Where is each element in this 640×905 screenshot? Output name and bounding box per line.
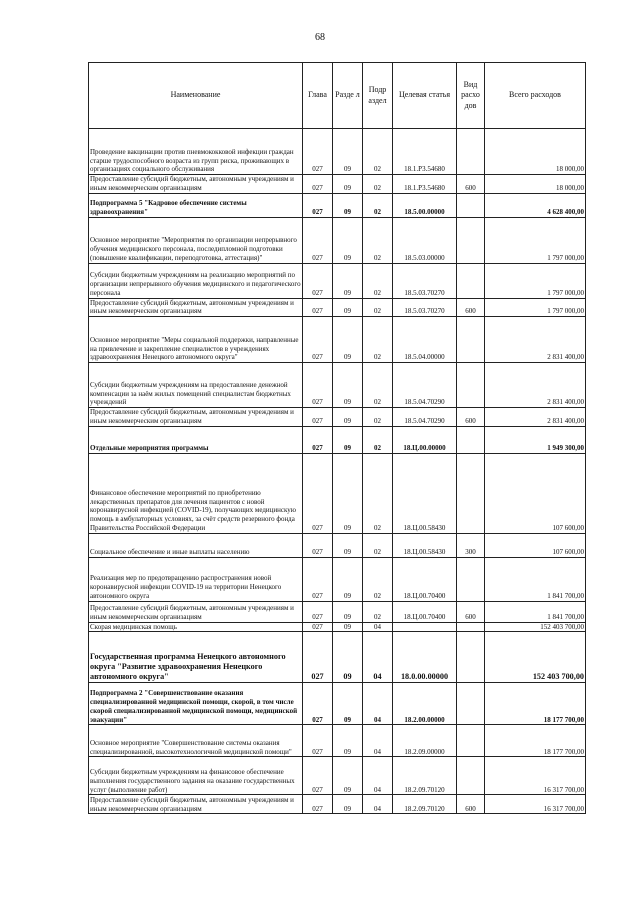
- row-target: 18.5.04.00000: [393, 317, 457, 363]
- table-row: [89, 622, 586, 632]
- row-name: Предоставление субсидий бюджетным, автономным учреждениям и иным некоммерческим организациям: [89, 298, 303, 317]
- row-podrazdel: 02: [363, 363, 393, 408]
- header-row: [89, 63, 586, 129]
- row-razdel: 09: [333, 263, 363, 298]
- row-target: 18.5.03.70270: [393, 263, 457, 298]
- row-target: 18.5.03.00000: [393, 217, 457, 263]
- row-glava: 027: [303, 408, 333, 427]
- table-row: [89, 632, 586, 683]
- row-name: Субсидии бюджетным учреждениям на реализацию мероприятий по организации непрерывного обучения медицинского и педагогического персонала: [89, 263, 303, 298]
- row-glava: 027: [303, 426, 333, 453]
- header-name: Наименование: [89, 63, 303, 129]
- row-total: 18 177 700,00: [485, 683, 586, 725]
- row-podrazdel: 02: [363, 263, 393, 298]
- row-vid: [457, 757, 485, 795]
- row-razdel: 09: [333, 725, 363, 757]
- row-vid: 600: [457, 795, 485, 814]
- row-podrazdel: 04: [363, 632, 393, 683]
- row-vid: [457, 217, 485, 263]
- row-name: Основное мероприятие "Совершенствование системы оказания специализированной, высокотехнологичной медицинской помощи": [89, 725, 303, 757]
- table-row: [89, 193, 586, 217]
- row-podrazdel: 04: [363, 757, 393, 795]
- budget-table: [88, 62, 586, 814]
- row-glava: 027: [303, 217, 333, 263]
- row-razdel: 09: [333, 426, 363, 453]
- row-total: 1 949 300,00: [485, 426, 586, 453]
- header-vid: Вид расхо дов: [457, 63, 485, 129]
- row-razdel: 09: [333, 453, 363, 533]
- row-target: 18.1.Р3.54680: [393, 175, 457, 194]
- row-glava: 027: [303, 725, 333, 757]
- row-razdel: 09: [333, 408, 363, 427]
- row-target: 18.1.Р3.54680: [393, 129, 457, 175]
- row-target: 18.5.04.70290: [393, 408, 457, 427]
- row-vid: 600: [457, 298, 485, 317]
- row-glava: 027: [303, 298, 333, 317]
- row-podrazdel: 02: [363, 129, 393, 175]
- table-body: [89, 129, 586, 814]
- row-total: 16 317 700,00: [485, 757, 586, 795]
- row-target: 18.Ц.00.58430: [393, 453, 457, 533]
- row-total: 107 600,00: [485, 533, 586, 557]
- row-podrazdel: 02: [363, 217, 393, 263]
- row-vid: [457, 683, 485, 725]
- row-total: 18 000,00: [485, 129, 586, 175]
- row-target: 18.0.00.00000: [393, 632, 457, 683]
- row-podrazdel: 02: [363, 317, 393, 363]
- row-name: Реализация мер по предотвращению распространения новой коронавирусной инфекции COVID-19 на территории Ненецкого автономного округа: [89, 557, 303, 601]
- row-name: Субсидии бюджетным учреждениям на предоставление денежной компенсации за наём жилых помещений специалистам бюджетных учреждений: [89, 363, 303, 408]
- row-glava: 027: [303, 129, 333, 175]
- row-podrazdel: 04: [363, 725, 393, 757]
- row-glava: 027: [303, 533, 333, 557]
- row-target: 18.5.00.00000: [393, 193, 457, 217]
- row-podrazdel: 02: [363, 175, 393, 194]
- row-vid: [457, 363, 485, 408]
- row-podrazdel: 04: [363, 622, 393, 632]
- table-row: [89, 426, 586, 453]
- row-total: 1 797 000,00: [485, 298, 586, 317]
- row-total: 1 797 000,00: [485, 263, 586, 298]
- row-podrazdel: 02: [363, 533, 393, 557]
- row-total: 1 841 700,00: [485, 601, 586, 622]
- table-row: [89, 298, 586, 317]
- row-podrazdel: 02: [363, 193, 393, 217]
- row-total: 152 403 700,00: [485, 622, 586, 632]
- table-row: [89, 795, 586, 814]
- row-target: 18.2.09.00000: [393, 725, 457, 757]
- header-razdel: Разде л: [333, 63, 363, 129]
- row-total: 1 841 700,00: [485, 557, 586, 601]
- table-row: [89, 533, 586, 557]
- row-glava: 027: [303, 363, 333, 408]
- row-glava: 027: [303, 795, 333, 814]
- row-razdel: 09: [333, 795, 363, 814]
- row-vid: 600: [457, 175, 485, 194]
- table-row: [89, 217, 586, 263]
- table-row: [89, 557, 586, 601]
- row-podrazdel: 02: [363, 453, 393, 533]
- row-glava: 027: [303, 683, 333, 725]
- row-name: Основное мероприятие "Меры социальной поддержки, направленные на привлечение и закрепление специалистов в учреждениях здравоохранения Ненецкого автономного округа": [89, 317, 303, 363]
- header-glava: Глава: [303, 63, 333, 129]
- row-name: Скорая медицинская помощь: [89, 622, 303, 632]
- row-razdel: 09: [333, 632, 363, 683]
- header-target: Целевая статья: [393, 63, 457, 129]
- row-vid: [457, 426, 485, 453]
- row-razdel: 09: [333, 363, 363, 408]
- header-total: Всего расходов: [485, 63, 586, 129]
- row-name: Субсидии бюджетным учреждениям на финансовое обеспечение выполнения государственного задания на оказание государственных услуг (выполнение работ): [89, 757, 303, 795]
- row-name: Предоставление субсидий бюджетным, автономным учреждениям и иным некоммерческим организациям: [89, 601, 303, 622]
- row-podrazdel: 02: [363, 601, 393, 622]
- table-row: [89, 453, 586, 533]
- row-razdel: 09: [333, 601, 363, 622]
- row-name: Государственная программа Ненецкого автономного округа "Развитие здравоохранения Ненецкого автономного округа": [89, 632, 303, 683]
- row-razdel: 09: [333, 217, 363, 263]
- row-razdel: 09: [333, 533, 363, 557]
- table-row: [89, 263, 586, 298]
- row-name: Социальное обеспечение и иные выплаты населению: [89, 533, 303, 557]
- table-row: [89, 725, 586, 757]
- table-row: [89, 363, 586, 408]
- row-glava: 027: [303, 453, 333, 533]
- row-vid: [457, 622, 485, 632]
- row-total: 2 831 400,00: [485, 408, 586, 427]
- row-total: 152 403 700,00: [485, 632, 586, 683]
- row-name: Подпрограмма 2 "Совершенствование оказания специализированной медицинской помощи, скорой, в том числе скорой специализированной медицинской помощи, медицинской эвакуации": [89, 683, 303, 725]
- row-vid: [457, 193, 485, 217]
- row-vid: [457, 129, 485, 175]
- table-row: [89, 317, 586, 363]
- row-razdel: 09: [333, 193, 363, 217]
- row-total: 4 628 400,00: [485, 193, 586, 217]
- row-glava: 027: [303, 193, 333, 217]
- row-total: 107 600,00: [485, 453, 586, 533]
- row-glava: 027: [303, 263, 333, 298]
- table-row: [89, 129, 586, 175]
- row-total: 18 177 700,00: [485, 725, 586, 757]
- row-total: 1 797 000,00: [485, 217, 586, 263]
- row-vid: [457, 725, 485, 757]
- row-name: Предоставление субсидий бюджетным, автономным учреждениям и иным некоммерческим организациям: [89, 175, 303, 194]
- row-vid: [457, 632, 485, 683]
- row-podrazdel: 02: [363, 557, 393, 601]
- row-podrazdel: 04: [363, 795, 393, 814]
- row-glava: 027: [303, 601, 333, 622]
- row-target: 18.5.03.70270: [393, 298, 457, 317]
- row-target: 18.2.09.70120: [393, 795, 457, 814]
- row-target: 18.Ц.00.70400: [393, 557, 457, 601]
- row-target: 18.2.09.70120: [393, 757, 457, 795]
- row-podrazdel: 02: [363, 426, 393, 453]
- row-glava: 027: [303, 757, 333, 795]
- table-row: [89, 683, 586, 725]
- row-name: Предоставление субсидий бюджетным, автономным учреждениям и иным некоммерческим организациям: [89, 408, 303, 427]
- row-razdel: 09: [333, 622, 363, 632]
- row-vid: 300: [457, 533, 485, 557]
- row-vid: 600: [457, 408, 485, 427]
- row-name: Предоставление субсидий бюджетным, автономным учреждениям и иным некоммерческим организациям: [89, 795, 303, 814]
- row-vid: 600: [457, 601, 485, 622]
- row-target: 18.Ц.00.00000: [393, 426, 457, 453]
- row-target: 18.5.04.70290: [393, 363, 457, 408]
- row-target: 18.Ц.00.58430: [393, 533, 457, 557]
- table-row: [89, 601, 586, 622]
- row-vid: [457, 557, 485, 601]
- table-row: [89, 175, 586, 194]
- row-razdel: 09: [333, 298, 363, 317]
- row-total: 2 831 400,00: [485, 317, 586, 363]
- row-razdel: 09: [333, 129, 363, 175]
- row-vid: [457, 453, 485, 533]
- row-total: 16 317 700,00: [485, 795, 586, 814]
- row-glava: 027: [303, 317, 333, 363]
- row-podrazdel: 04: [363, 683, 393, 725]
- row-glava: 027: [303, 632, 333, 683]
- page-number: 68: [315, 32, 325, 43]
- row-podrazdel: 02: [363, 298, 393, 317]
- row-razdel: 09: [333, 683, 363, 725]
- header-podrazdel: Подр аздел: [363, 63, 393, 129]
- row-total: 2 831 400,00: [485, 363, 586, 408]
- row-total: 18 000,00: [485, 175, 586, 194]
- row-razdel: 09: [333, 317, 363, 363]
- row-name: Проведение вакцинации против пневмококковой инфекции граждан старше трудоспособного возраста из групп риска, проживающих в организациях социального обслуживания: [89, 129, 303, 175]
- row-name: Основное мероприятие "Мероприятия по организации непрерывного обучения медицинского персонала, последипломной подготовки (повышение квалификации, переподготовка, аттестация)": [89, 217, 303, 263]
- row-vid: [457, 317, 485, 363]
- row-name: Отдельные мероприятия программы: [89, 426, 303, 453]
- row-target: [393, 622, 457, 632]
- row-target: 18.2.00.00000: [393, 683, 457, 725]
- row-podrazdel: 02: [363, 408, 393, 427]
- row-vid: [457, 263, 485, 298]
- row-name: Финансовое обеспечение мероприятий по приобретению лекарственных препаратов для лечения пациентов с новой коронавирусной инфекцией (COVID-19), получающих медицинскую помощь в амбулаторных условиях, за счёт средств резервного фонда Правительства Российской Федерации: [89, 453, 303, 533]
- row-glava: 027: [303, 175, 333, 194]
- table-row: [89, 408, 586, 427]
- table-row: [89, 757, 586, 795]
- row-razdel: 09: [333, 557, 363, 601]
- row-razdel: 09: [333, 757, 363, 795]
- row-target: 18.Ц.00.70400: [393, 601, 457, 622]
- row-glava: 027: [303, 622, 333, 632]
- row-name: Подпрограмма 5 "Кадровое обеспечение системы здравоохранения": [89, 193, 303, 217]
- row-razdel: 09: [333, 175, 363, 194]
- row-glava: 027: [303, 557, 333, 601]
